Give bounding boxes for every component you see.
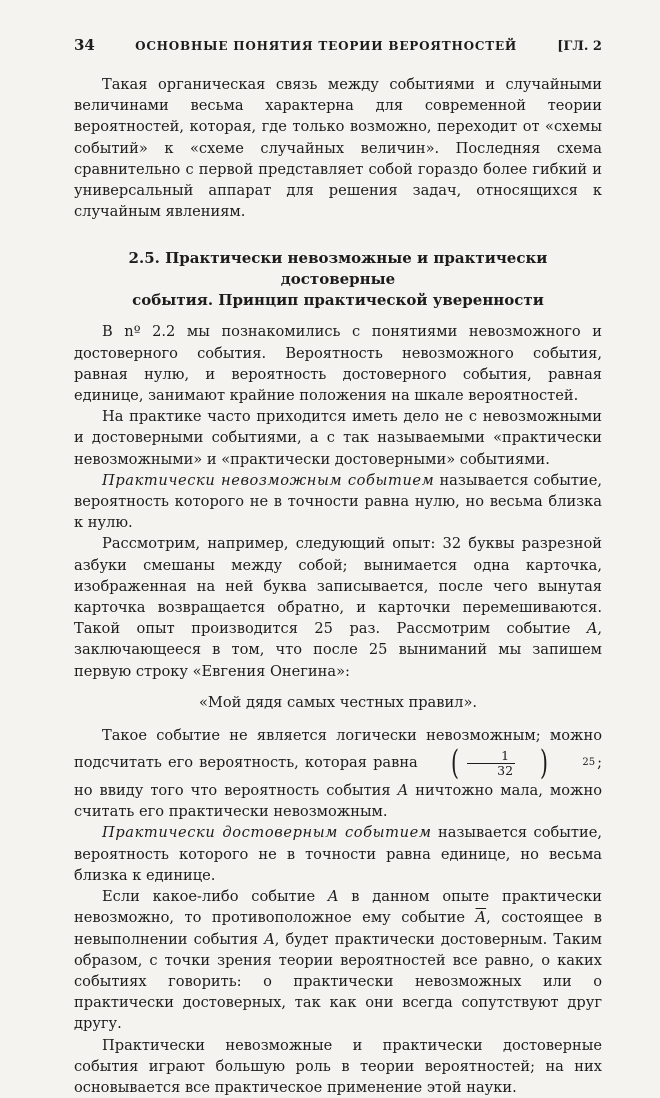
page-header <box>74 36 602 54</box>
paragraph-7 <box>74 886 602 1034</box>
paragraph-6-definition <box>74 822 602 886</box>
opposite-text-2: в данном опыте практически невозможно, то противоположное ему событие <box>74 888 602 927</box>
opposite-text-1: Если какое-либо событие <box>102 888 328 906</box>
opposite-text-3: , состоящее в невыполнении события <box>74 909 602 948</box>
section-heading <box>74 248 602 311</box>
event-a: A <box>327 888 339 906</box>
event-a-complement: $\overline{A}$ <box>475 909 487 927</box>
fraction-denominator: 32 <box>467 763 515 778</box>
event-a: A <box>397 782 409 800</box>
definition-term-impossible: Практически невозможным событием <box>102 471 435 489</box>
example-text-2: , заключающееся в том, что после 25 выниманий мы запишем первую строку «Евгения Онегина»: <box>74 620 602 680</box>
paragraph-3-definition <box>74 470 602 534</box>
quote-line: «Мой дядя самых честных правил». <box>198 693 478 711</box>
intro-paragraph: Такая органическая связь между событиями и случайными величинами весьма характерна для современной теории вероятностей, которая, где только возможно, переходит от «схемы событий» к «схеме случайных величин». Последняя схема сравнительно с первой представляет собой гораздо более гибкий и универсальный аппарат для решения задач, относящихся к случайным явлениям. <box>74 76 602 221</box>
paragraph-1: В nº 2.2 мы познакомились с понятиями невозможного и достоверного события. Вероятность невозможного события, равная нулю, и вероятность достоверного события, равная единице, занимают крайние положения на шкале вероятностей. <box>74 323 602 405</box>
paragraph-2: На практике часто приходится иметь дело не с невозможными и достоверными событиями, а с так называемыми «практически невозможными» и «практически достоверными» событиями. <box>74 408 602 468</box>
example-text-1: Рассмотрим, например, следующий опыт: 32 буквы разрезной азбуки смешаны между собой; вынимается одна карточка, изображенная на ней буква записывается, после чего вынутая карточка возвращается обратно, и карточки перемешиваются. Такой опыт производится 25 раз. Рассмотрим событие <box>74 535 602 638</box>
left-paren: ( <box>450 743 459 784</box>
probability-text-1: Такое событие не является логически невозможным; можно подсчитать его вероятность, которая равна <box>74 726 602 772</box>
paragraph-4-example <box>74 533 602 681</box>
definition-text-impossible: называется событие, вероятность которого не в точности равна нулю, но весьма близка к нулю. <box>74 471 602 532</box>
chapter-reference: [ГЛ. 2 <box>557 39 602 54</box>
probability-formula <box>426 743 596 784</box>
probability-text-2: ; но ввиду того что вероятность события <box>74 754 602 800</box>
page-number: 34 <box>74 36 95 54</box>
paragraph-8: Практически невозможные и практически достоверные события играют большую роль в теории вероятностей; на них основывается все практическое применение этой науки. <box>74 1036 602 1096</box>
event-a: A <box>264 930 275 948</box>
event-a: A <box>586 620 598 638</box>
right-paren: ) <box>540 743 549 784</box>
formula-exponent: 25 <box>582 757 596 769</box>
fraction <box>467 749 515 778</box>
definition-text-certain: называется событие, вероятность которого не в точности равна единице, но весьма близка к единице. <box>74 824 602 884</box>
fraction-numerator: 1 <box>501 747 510 763</box>
opposite-text-4: , будет практически достоверным. Таким образом, с точки зрения теории вероятностей все равно, о каких событиях говорить: о практически невозможных или о практически достоверных, так как они всегда сопутствуют друг другу. <box>74 930 602 1033</box>
definition-term-certain: Практически достоверным событием <box>102 824 432 842</box>
probability-text-3: ничтожно мала, можно считать его практически невозможным. <box>74 782 602 821</box>
section-heading-line-2: события. Принцип практической уверенности <box>132 291 544 310</box>
running-title: ОСНОВНЫЕ ПОНЯТИЯ ТЕОРИИ ВЕРОЯТНОСТЕЙ <box>135 39 518 53</box>
paragraph-5-probability <box>74 725 602 823</box>
section-heading-line-1: 2.5. Практически невозможные и практически достоверные <box>128 249 548 289</box>
